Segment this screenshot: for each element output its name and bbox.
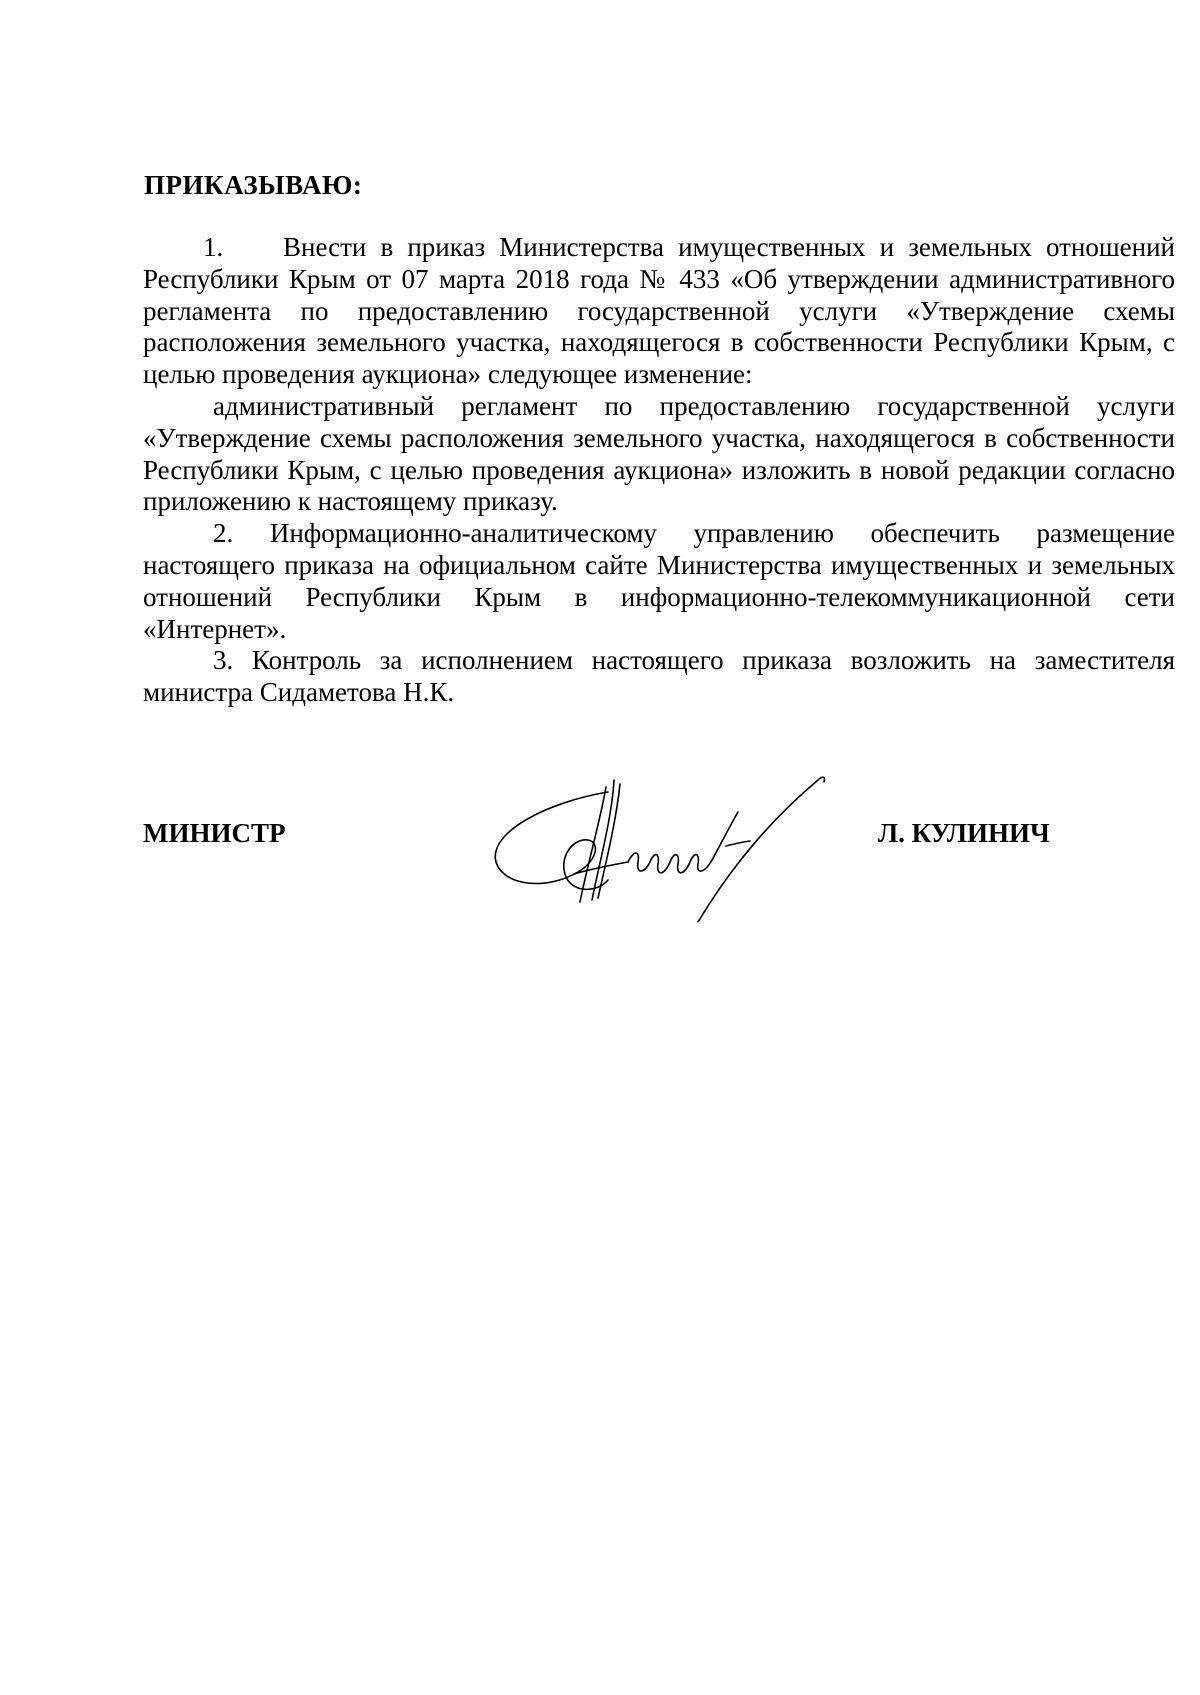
order-item-3: 3. Контроль за исполнением настоящего приказа возложить на заместителя министра Сидаметова Н.К. bbox=[143, 645, 1175, 708]
order-item-2: 2. Информационно-аналитическому управлению обеспечить размещение настоящего приказа на официальном сайте Министерства имущественных и земельных отношений Республики Крым в информационно-телекоммуникационной сети «Интернет». bbox=[143, 518, 1175, 644]
order-item-1-text: Внести в приказ Министерства имущественных и земельных отношений Республики Крым от 07 марта 2018 года № 433 «Об утверждении административного регламента по предоставлению государственной услуги «Утверждение схемы расположения земельного участка, находящегося в собственности Республики Крым, с целью проведения аукциона» следующее изменение: bbox=[143, 232, 1175, 390]
order-item-1-subparagraph: административный регламент по предоставлению государственной услуги «Утверждение схемы расположения земельного участка, находящегося в собственности Республики Крым, с целью проведения аукциона» изложить в новой редакции согласно приложению к настоящему приказу. bbox=[143, 390, 1175, 517]
order-item-1-number: 1. bbox=[203, 232, 224, 262]
handwritten-signature bbox=[488, 762, 858, 922]
signatory-title: МИНИСТР bbox=[143, 818, 286, 848]
signatory-name: Л. КУЛИНИЧ bbox=[878, 818, 1050, 848]
order-item-1 bbox=[143, 232, 1175, 391]
order-heading: ПРИКАЗЫВАЮ: bbox=[144, 170, 363, 200]
order-body bbox=[143, 232, 1175, 709]
